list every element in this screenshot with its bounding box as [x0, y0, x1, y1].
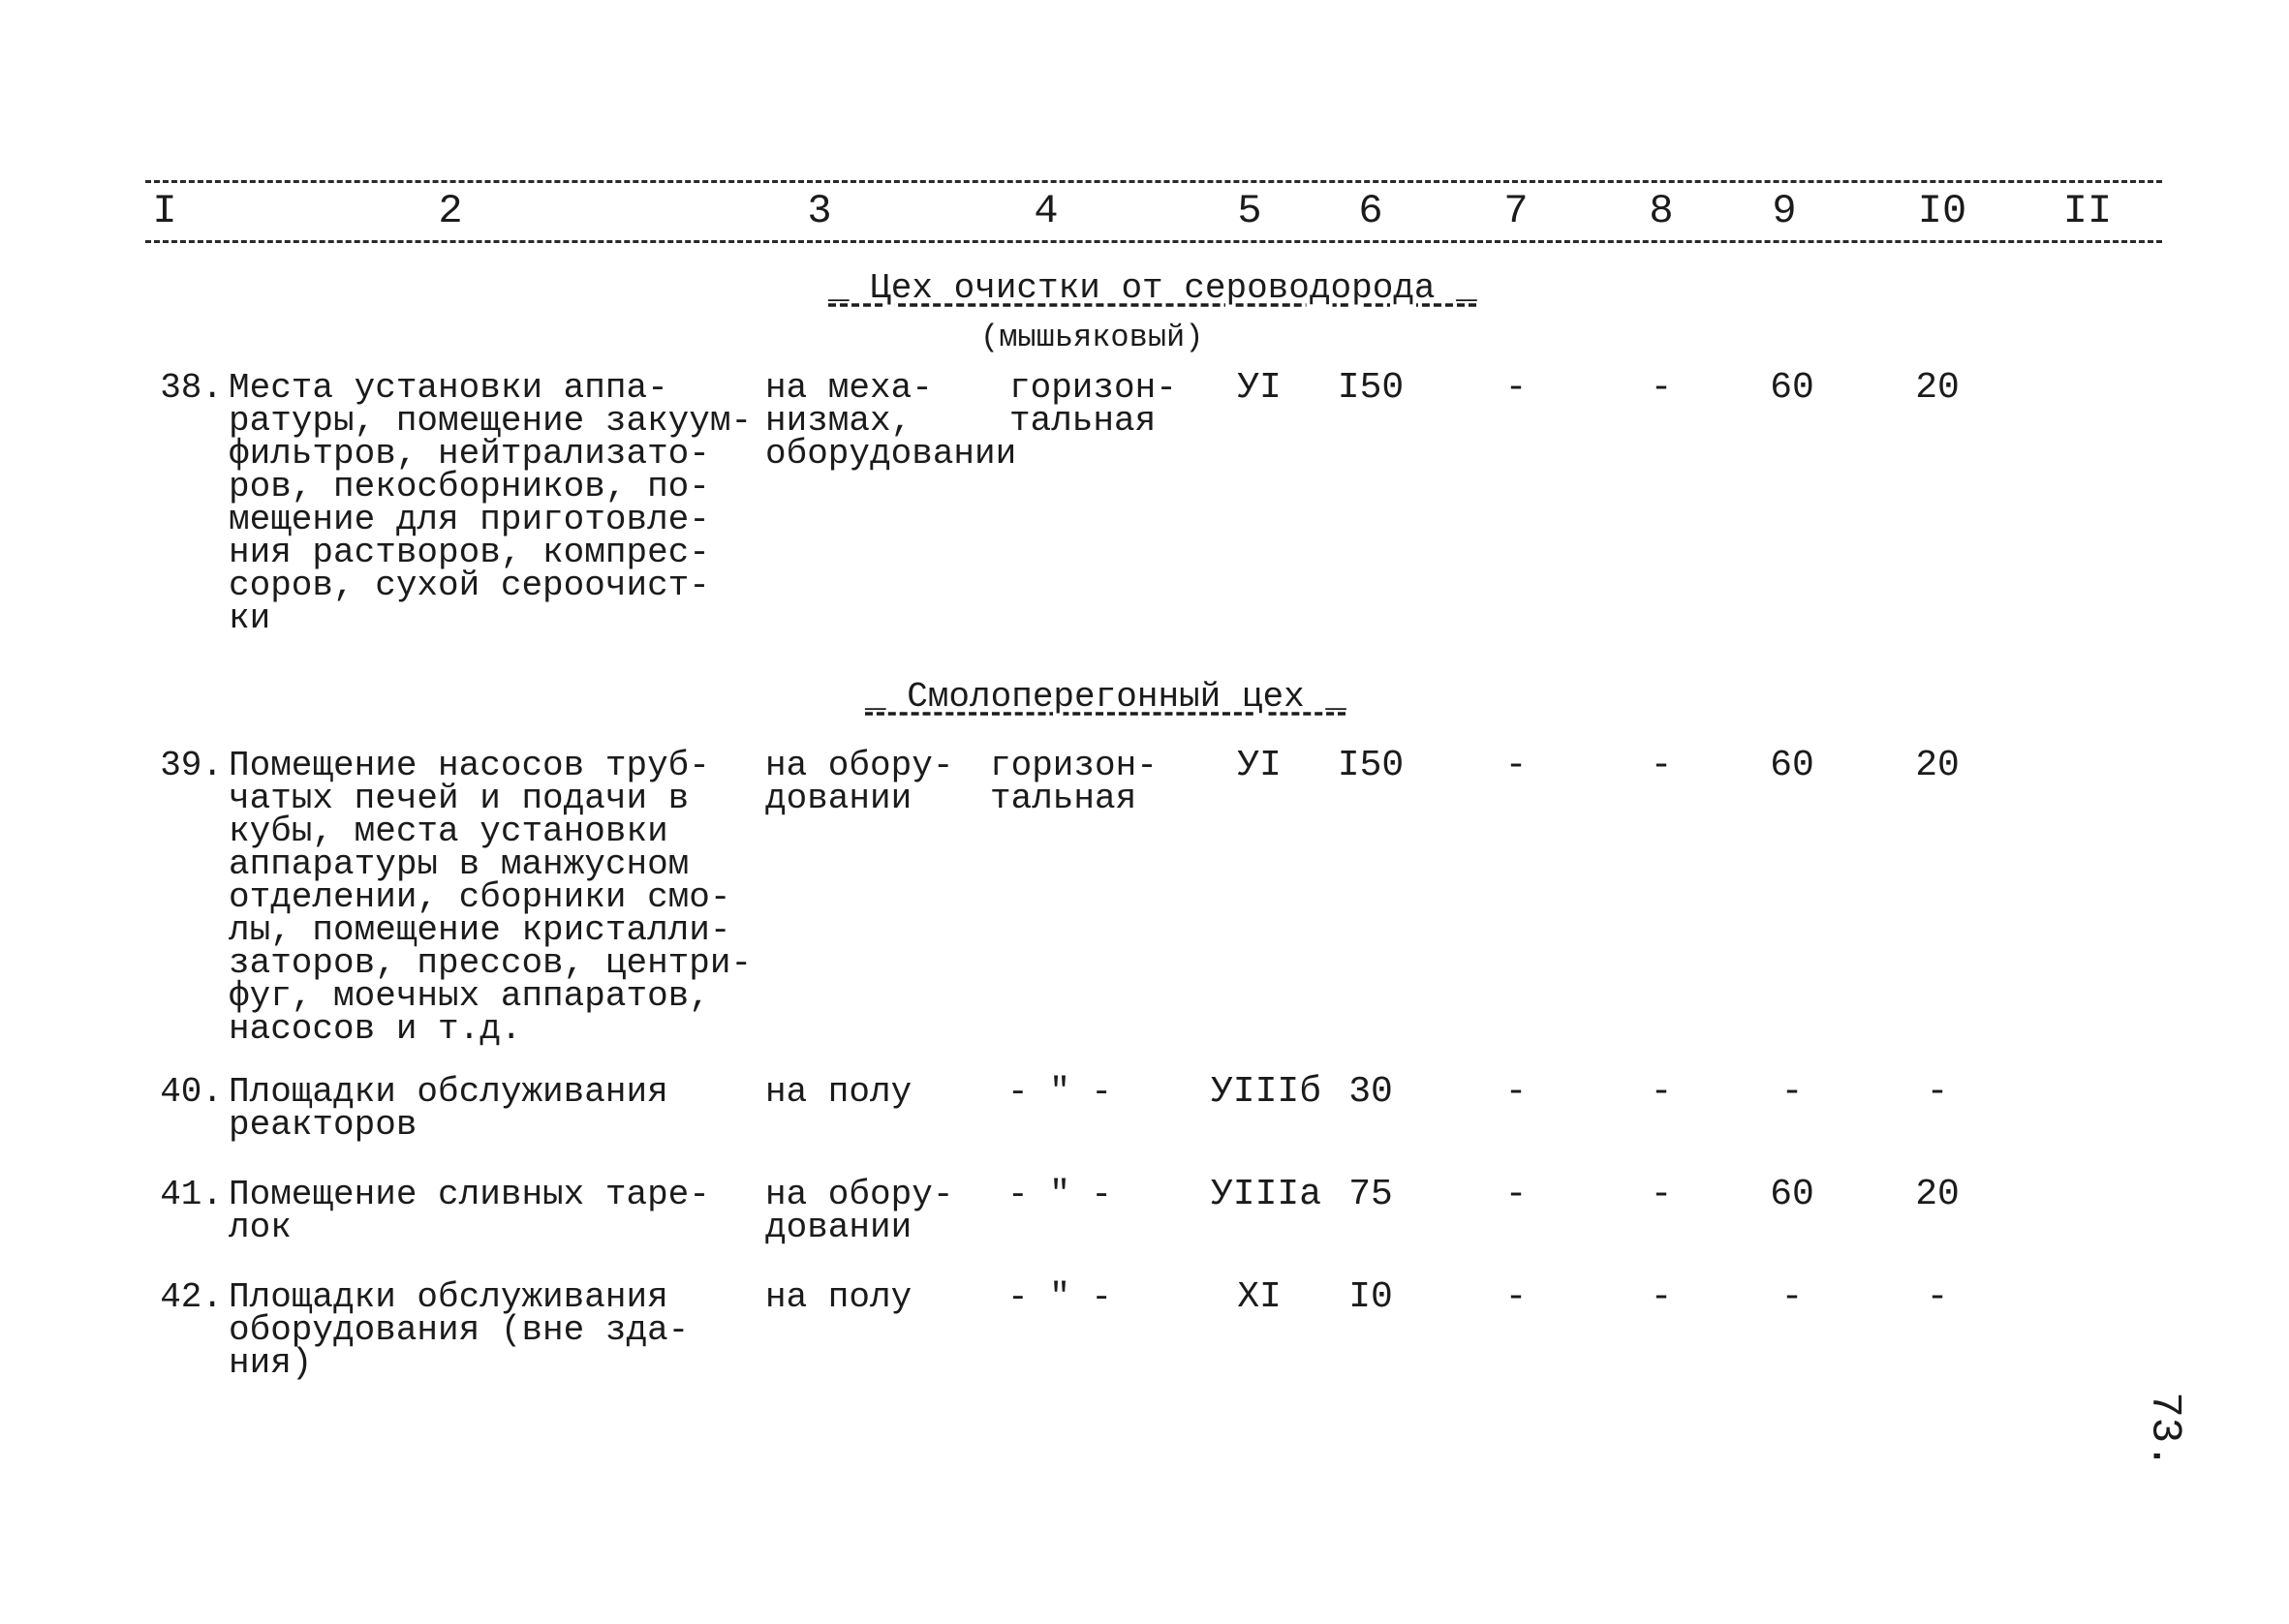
row-category: УI — [1237, 745, 1282, 786]
row-illuminance: I50 — [1337, 745, 1405, 786]
row-plane: - " - — [1007, 1277, 1113, 1317]
row-description: Площадки обслуживания оборудования (вне зда- ния) — [229, 1277, 690, 1383]
row-col7: - — [1504, 745, 1528, 786]
row-col9: - — [1780, 1071, 1804, 1113]
row-number: 38. — [160, 368, 223, 408]
row-category: УI — [1237, 367, 1282, 409]
row-mounting-location: на обору- довании — [765, 1175, 954, 1247]
row-mounting-location: на обору- довании — [765, 746, 954, 818]
row-col8: - — [1650, 1276, 1673, 1318]
column-header-4: 4 — [1034, 188, 1059, 234]
row-illuminance: I0 — [1348, 1276, 1393, 1318]
row-col10: 20 — [1915, 1174, 1960, 1215]
row-illuminance: 30 — [1348, 1071, 1393, 1113]
section-subtitle: (мышьяковый) — [980, 320, 1204, 355]
column-header-2: 2 — [438, 188, 463, 234]
row-col7: - — [1504, 1174, 1528, 1215]
row-col9: 60 — [1770, 745, 1814, 786]
page-number: 73. — [2140, 1392, 2189, 1469]
row-col7: - — [1504, 367, 1528, 409]
row-col10: - — [1926, 1071, 1949, 1113]
column-header-7: 7 — [1503, 188, 1529, 234]
row-number: 42. — [160, 1277, 223, 1317]
row-col8: - — [1650, 745, 1673, 786]
row-category: УIIIа — [1211, 1174, 1322, 1215]
row-category: XI — [1237, 1276, 1282, 1318]
column-header-8: 8 — [1649, 188, 1674, 234]
row-col10: - — [1926, 1276, 1949, 1318]
row-col10: 20 — [1915, 367, 1960, 409]
row-description: Площадки обслуживания реакторов — [229, 1072, 668, 1145]
section-title: _ Смолоперегонный цех _ — [865, 677, 1346, 717]
row-col8: - — [1650, 1174, 1673, 1215]
row-col8: - — [1650, 367, 1673, 409]
row-plane: - " - — [1007, 1175, 1113, 1214]
row-category: УIIIб — [1211, 1071, 1322, 1113]
row-plane: - " - — [1007, 1072, 1113, 1112]
column-header-6: 6 — [1358, 188, 1383, 234]
row-col9: 60 — [1770, 367, 1814, 409]
row-description: Помещение насосов труб- чатых печей и подачи в кубы, места установки аппаратуры в манжусном отделении, сборники смо- лы, помещение кристалли- заторов, прессов, центри- фуг, моечных аппаратов, насосов и т.д. — [229, 746, 753, 1049]
row-number: 40. — [160, 1072, 223, 1112]
row-col7: - — [1504, 1276, 1528, 1318]
row-mounting-location: на меха- низмах, оборудовании — [765, 368, 1017, 474]
row-description: Помещение сливных таре- лок — [229, 1175, 710, 1247]
header-bottom-rule — [145, 240, 2162, 243]
row-number: 39. — [160, 746, 223, 785]
column-header-3: 3 — [807, 188, 832, 234]
section-title: _ Цех очистки от сероводорода _ — [828, 268, 1477, 308]
row-mounting-location: на полу — [765, 1072, 913, 1112]
column-header-1: I — [152, 188, 177, 234]
header-top-rule — [145, 180, 2162, 183]
row-illuminance: I50 — [1337, 367, 1405, 409]
row-plane: горизон- тальная — [1009, 368, 1177, 441]
column-header-9: 9 — [1772, 188, 1797, 234]
row-col8: - — [1650, 1071, 1673, 1113]
row-col7: - — [1504, 1071, 1528, 1113]
column-header-10: I0 — [1917, 188, 1967, 234]
row-number: 41. — [160, 1175, 223, 1214]
row-description: Места установки аппа- ратуры, помещение закуум- фильтров, нейтрализато- ров, пекосборников, по- мещение для приготовле- ния растворов, компрес- соров, сухой сероочист- ки — [229, 368, 753, 638]
row-illuminance: 75 — [1348, 1174, 1393, 1215]
column-header-5: 5 — [1237, 188, 1262, 234]
column-header-11: II — [2062, 188, 2113, 234]
row-col9: 60 — [1770, 1174, 1814, 1215]
row-col9: - — [1780, 1276, 1804, 1318]
row-plane: горизон- тальная — [990, 746, 1158, 818]
row-mounting-location: на полу — [765, 1277, 913, 1317]
row-col10: 20 — [1915, 745, 1960, 786]
